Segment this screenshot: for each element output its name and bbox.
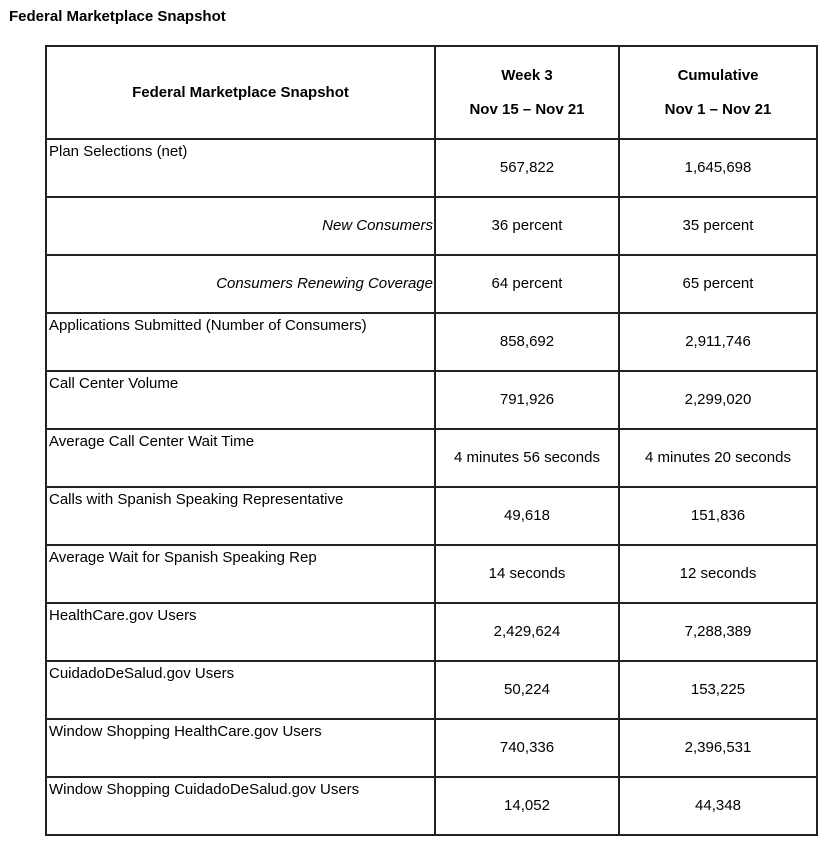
table-row	[46, 487, 817, 545]
header-title-cell: Federal Marketplace Snapshot	[46, 46, 435, 139]
table-row	[46, 545, 817, 603]
week-value: 36 percent	[435, 197, 619, 255]
header-week-daterange: Nov 15 – Nov 21	[469, 100, 585, 118]
table-header-row	[46, 46, 817, 139]
cumulative-value: 4 minutes 20 seconds	[619, 429, 817, 487]
table-row	[46, 313, 817, 371]
header-cumulative-daterange: Nov 1 – Nov 21	[664, 100, 772, 118]
header-cumulative-label: Cumulative	[677, 66, 759, 84]
row-label-avg-call-wait: Average Call Center Wait Time	[46, 429, 435, 487]
table-row	[46, 661, 817, 719]
table-row	[46, 777, 817, 835]
week-value: 14,052	[435, 777, 619, 835]
week-value: 64 percent	[435, 255, 619, 313]
row-label-plan-selections: Plan Selections (net)	[46, 139, 435, 197]
table-row	[46, 255, 817, 313]
table-row	[46, 429, 817, 487]
week-value: 740,336	[435, 719, 619, 777]
cumulative-value: 7,288,389	[619, 603, 817, 661]
week-value: 4 minutes 56 seconds	[435, 429, 619, 487]
cumulative-value: 65 percent	[619, 255, 817, 313]
snapshot-table	[45, 45, 818, 836]
week-value: 50,224	[435, 661, 619, 719]
table-row	[46, 139, 817, 197]
header-week-label: Week 3	[501, 66, 553, 84]
header-week-cell	[435, 46, 619, 139]
cumulative-value: 12 seconds	[619, 545, 817, 603]
table-row	[46, 719, 817, 777]
week-value: 858,692	[435, 313, 619, 371]
cumulative-value: 1,645,698	[619, 139, 817, 197]
row-label-spanish-wait: Average Wait for Spanish Speaking Rep	[46, 545, 435, 603]
row-label-healthcare-users: HealthCare.gov Users	[46, 603, 435, 661]
week-value: 567,822	[435, 139, 619, 197]
row-label-spanish-calls: Calls with Spanish Speaking Representative	[46, 487, 435, 545]
cumulative-value: 2,396,531	[619, 719, 817, 777]
cumulative-value: 151,836	[619, 487, 817, 545]
row-label-applications-submitted: Applications Submitted (Number of Consumers)	[46, 313, 435, 371]
table-row	[46, 371, 817, 429]
row-label-call-center-volume: Call Center Volume	[46, 371, 435, 429]
row-label-window-shopping-cuidado: Window Shopping CuidadoDeSalud.gov Users	[46, 777, 435, 835]
row-label-consumers-renewing: Consumers Renewing Coverage	[46, 255, 435, 313]
row-label-window-shopping-healthcare: Window Shopping HealthCare.gov Users	[46, 719, 435, 777]
week-value: 49,618	[435, 487, 619, 545]
week-value: 14 seconds	[435, 545, 619, 603]
cumulative-value: 2,911,746	[619, 313, 817, 371]
header-cumulative-cell	[619, 46, 817, 139]
row-label-cuidado-users: CuidadoDeSalud.gov Users	[46, 661, 435, 719]
cumulative-value: 44,348	[619, 777, 817, 835]
row-label-new-consumers: New Consumers	[46, 197, 435, 255]
page-title: Federal Marketplace Snapshot	[9, 8, 226, 25]
cumulative-value: 153,225	[619, 661, 817, 719]
week-value: 2,429,624	[435, 603, 619, 661]
week-value: 791,926	[435, 371, 619, 429]
table-row	[46, 197, 817, 255]
cumulative-value: 2,299,020	[619, 371, 817, 429]
cumulative-value: 35 percent	[619, 197, 817, 255]
table-row	[46, 603, 817, 661]
